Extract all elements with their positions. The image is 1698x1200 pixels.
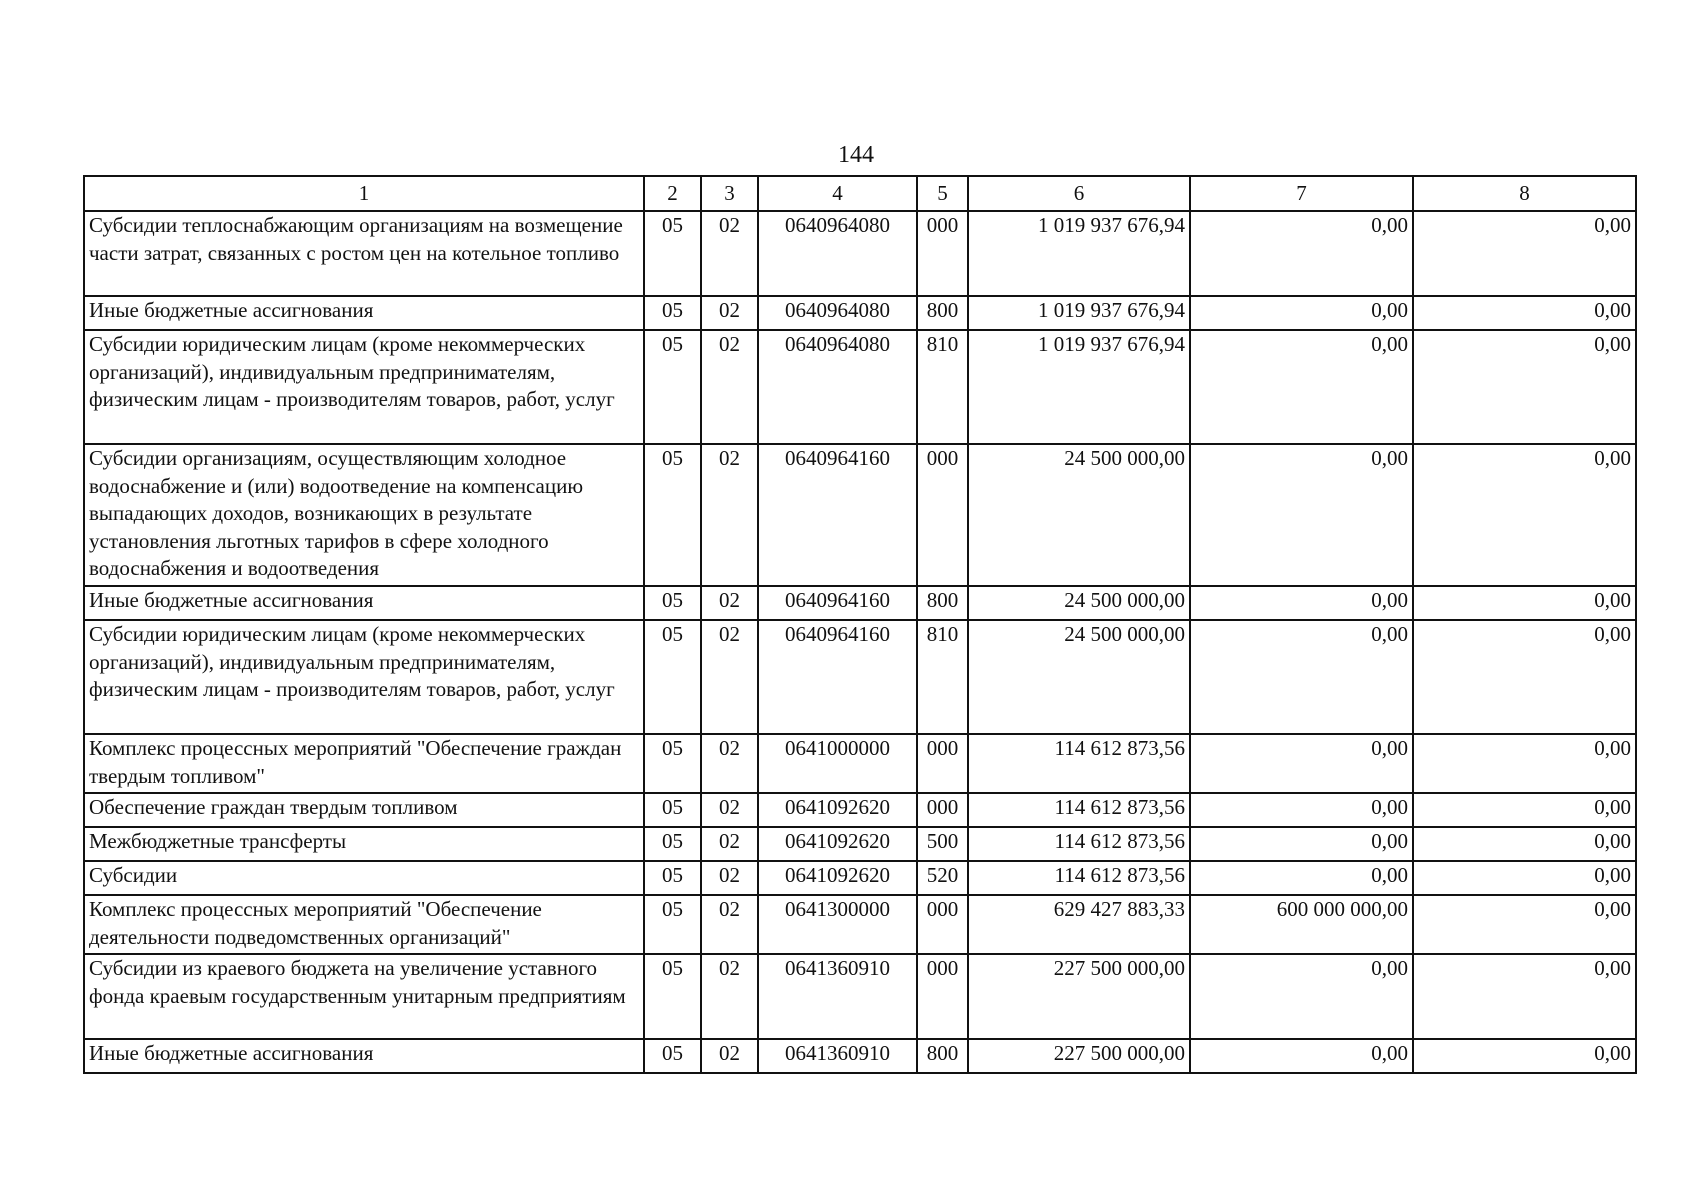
- row-col-8: 0,00: [1413, 734, 1636, 793]
- row-col-3: 02: [701, 954, 758, 1039]
- table-row: [84, 211, 1636, 296]
- column-header-6: 6: [968, 176, 1190, 211]
- row-col-5: 500: [917, 827, 968, 861]
- column-header-2: 2: [644, 176, 701, 211]
- row-name: Субсидии из краевого бюджета на увеличение уставного фонда краевым государственным унитарным предприятиям: [84, 954, 644, 1039]
- row-col-7: 0,00: [1190, 620, 1413, 734]
- row-col-2: 05: [644, 861, 701, 895]
- row-col-6: 24 500 000,00: [968, 586, 1190, 620]
- row-col-6: 24 500 000,00: [968, 444, 1190, 586]
- row-col-2: 05: [644, 620, 701, 734]
- row-col-8: 0,00: [1413, 861, 1636, 895]
- row-col-2: 05: [644, 793, 701, 827]
- row-col-3: 02: [701, 734, 758, 793]
- row-col-8: 0,00: [1413, 827, 1636, 861]
- row-col-7: 600 000 000,00: [1190, 895, 1413, 954]
- row-name: Субсидии юридическим лицам (кроме некоммерческих организаций), индивидуальным предпринимателям, физическим лицам - производителям товаров, работ, услуг: [84, 330, 644, 444]
- header-row: [84, 176, 1636, 211]
- table-row: [84, 296, 1636, 330]
- row-col-6: 114 612 873,56: [968, 734, 1190, 793]
- row-col-8: 0,00: [1413, 895, 1636, 954]
- row-col-8: 0,00: [1413, 296, 1636, 330]
- row-col-4: 0640964160: [758, 586, 917, 620]
- row-col-6: 114 612 873,56: [968, 827, 1190, 861]
- row-col-5: 000: [917, 734, 968, 793]
- row-col-8: 0,00: [1413, 444, 1636, 586]
- row-col-3: 02: [701, 211, 758, 296]
- row-name: Обеспечение граждан твердым топливом: [84, 793, 644, 827]
- row-col-8: 0,00: [1413, 211, 1636, 296]
- row-col-2: 05: [644, 444, 701, 586]
- page-number: 144: [838, 142, 874, 168]
- row-name: Межбюджетные трансферты: [84, 827, 644, 861]
- table-body: [84, 211, 1636, 1073]
- row-col-2: 05: [644, 330, 701, 444]
- table-row: [84, 793, 1636, 827]
- row-col-7: 0,00: [1190, 1039, 1413, 1073]
- row-col-4: 0641092620: [758, 793, 917, 827]
- row-col-6: 114 612 873,56: [968, 793, 1190, 827]
- row-col-7: 0,00: [1190, 211, 1413, 296]
- row-col-7: 0,00: [1190, 734, 1413, 793]
- row-col-5: 000: [917, 793, 968, 827]
- row-col-7: 0,00: [1190, 586, 1413, 620]
- row-col-2: 05: [644, 827, 701, 861]
- row-col-4: 0640964080: [758, 296, 917, 330]
- row-col-5: 800: [917, 296, 968, 330]
- table-row: [84, 586, 1636, 620]
- row-col-4: 0641092620: [758, 827, 917, 861]
- column-header-4: 4: [758, 176, 917, 211]
- row-col-3: 02: [701, 793, 758, 827]
- row-col-2: 05: [644, 895, 701, 954]
- row-name: Субсидии теплоснабжающим организациям на возмещение части затрат, связанных с ростом цен на котельное топливо: [84, 211, 644, 296]
- row-col-6: 1 019 937 676,94: [968, 211, 1190, 296]
- row-col-3: 02: [701, 444, 758, 586]
- row-name: Комплекс процессных мероприятий "Обеспечение граждан твердым топливом": [84, 734, 644, 793]
- row-col-3: 02: [701, 296, 758, 330]
- table-row: [84, 861, 1636, 895]
- row-col-6: 24 500 000,00: [968, 620, 1190, 734]
- row-col-7: 0,00: [1190, 296, 1413, 330]
- row-col-3: 02: [701, 895, 758, 954]
- row-col-4: 0640964080: [758, 330, 917, 444]
- row-col-7: 0,00: [1190, 861, 1413, 895]
- row-col-2: 05: [644, 211, 701, 296]
- table-row: [84, 1039, 1636, 1073]
- row-col-6: 227 500 000,00: [968, 1039, 1190, 1073]
- row-col-7: 0,00: [1190, 793, 1413, 827]
- row-col-4: 0640964160: [758, 620, 917, 734]
- row-col-8: 0,00: [1413, 793, 1636, 827]
- row-col-8: 0,00: [1413, 586, 1636, 620]
- row-col-3: 02: [701, 330, 758, 444]
- row-col-4: 0641300000: [758, 895, 917, 954]
- row-name: Иные бюджетные ассигнования: [84, 586, 644, 620]
- row-col-8: 0,00: [1413, 330, 1636, 444]
- row-col-6: 114 612 873,56: [968, 861, 1190, 895]
- row-col-4: 0640964160: [758, 444, 917, 586]
- row-col-4: 0641000000: [758, 734, 917, 793]
- row-name: Иные бюджетные ассигнования: [84, 1039, 644, 1073]
- column-header-5: 5: [917, 176, 968, 211]
- row-col-3: 02: [701, 586, 758, 620]
- column-header-8: 8: [1413, 176, 1636, 211]
- row-col-3: 02: [701, 620, 758, 734]
- row-col-5: 520: [917, 861, 968, 895]
- row-col-3: 02: [701, 827, 758, 861]
- column-header-1: 1: [84, 176, 644, 211]
- table-row: [84, 330, 1636, 444]
- row-col-4: 0641360910: [758, 954, 917, 1039]
- row-col-6: 227 500 000,00: [968, 954, 1190, 1039]
- column-header-3: 3: [701, 176, 758, 211]
- row-col-3: 02: [701, 861, 758, 895]
- table-row: [84, 444, 1636, 586]
- table-row: [84, 734, 1636, 793]
- table-row: [84, 895, 1636, 954]
- row-col-2: 05: [644, 296, 701, 330]
- row-name: Субсидии организациям, осуществляющим холодное водоснабжение и (или) водоотведение на компенсацию выпадающих доходов, возникающих в результате установления льготных тарифов в сфере холодного водоснабжения и водоотведения: [84, 444, 644, 586]
- row-col-5: 000: [917, 954, 968, 1039]
- row-name: Субсидии: [84, 861, 644, 895]
- row-col-5: 810: [917, 620, 968, 734]
- table-row: [84, 620, 1636, 734]
- row-col-2: 05: [644, 734, 701, 793]
- row-col-5: 800: [917, 586, 968, 620]
- row-name: Субсидии юридическим лицам (кроме некоммерческих организаций), индивидуальным предпринимателям, физическим лицам - производителям товаров, работ, услуг: [84, 620, 644, 734]
- row-col-7: 0,00: [1190, 330, 1413, 444]
- budget-table: [83, 175, 1637, 1074]
- column-header-7: 7: [1190, 176, 1413, 211]
- row-col-6: 629 427 883,33: [968, 895, 1190, 954]
- row-col-2: 05: [644, 954, 701, 1039]
- table-row: [84, 954, 1636, 1039]
- row-col-5: 000: [917, 211, 968, 296]
- row-col-4: 0640964080: [758, 211, 917, 296]
- row-col-8: 0,00: [1413, 954, 1636, 1039]
- row-col-7: 0,00: [1190, 954, 1413, 1039]
- row-col-8: 0,00: [1413, 1039, 1636, 1073]
- row-col-3: 02: [701, 1039, 758, 1073]
- row-col-5: 810: [917, 330, 968, 444]
- row-col-5: 000: [917, 895, 968, 954]
- row-col-6: 1 019 937 676,94: [968, 330, 1190, 444]
- row-name: Иные бюджетные ассигнования: [84, 296, 644, 330]
- row-col-2: 05: [644, 1039, 701, 1073]
- row-col-4: 0641092620: [758, 861, 917, 895]
- row-col-6: 1 019 937 676,94: [968, 296, 1190, 330]
- row-name: Комплекс процессных мероприятий "Обеспечение деятельности подведомственных организаций": [84, 895, 644, 954]
- row-col-7: 0,00: [1190, 827, 1413, 861]
- row-col-7: 0,00: [1190, 444, 1413, 586]
- row-col-4: 0641360910: [758, 1039, 917, 1073]
- table-row: [84, 827, 1636, 861]
- row-col-8: 0,00: [1413, 620, 1636, 734]
- row-col-5: 000: [917, 444, 968, 586]
- row-col-5: 800: [917, 1039, 968, 1073]
- row-col-2: 05: [644, 586, 701, 620]
